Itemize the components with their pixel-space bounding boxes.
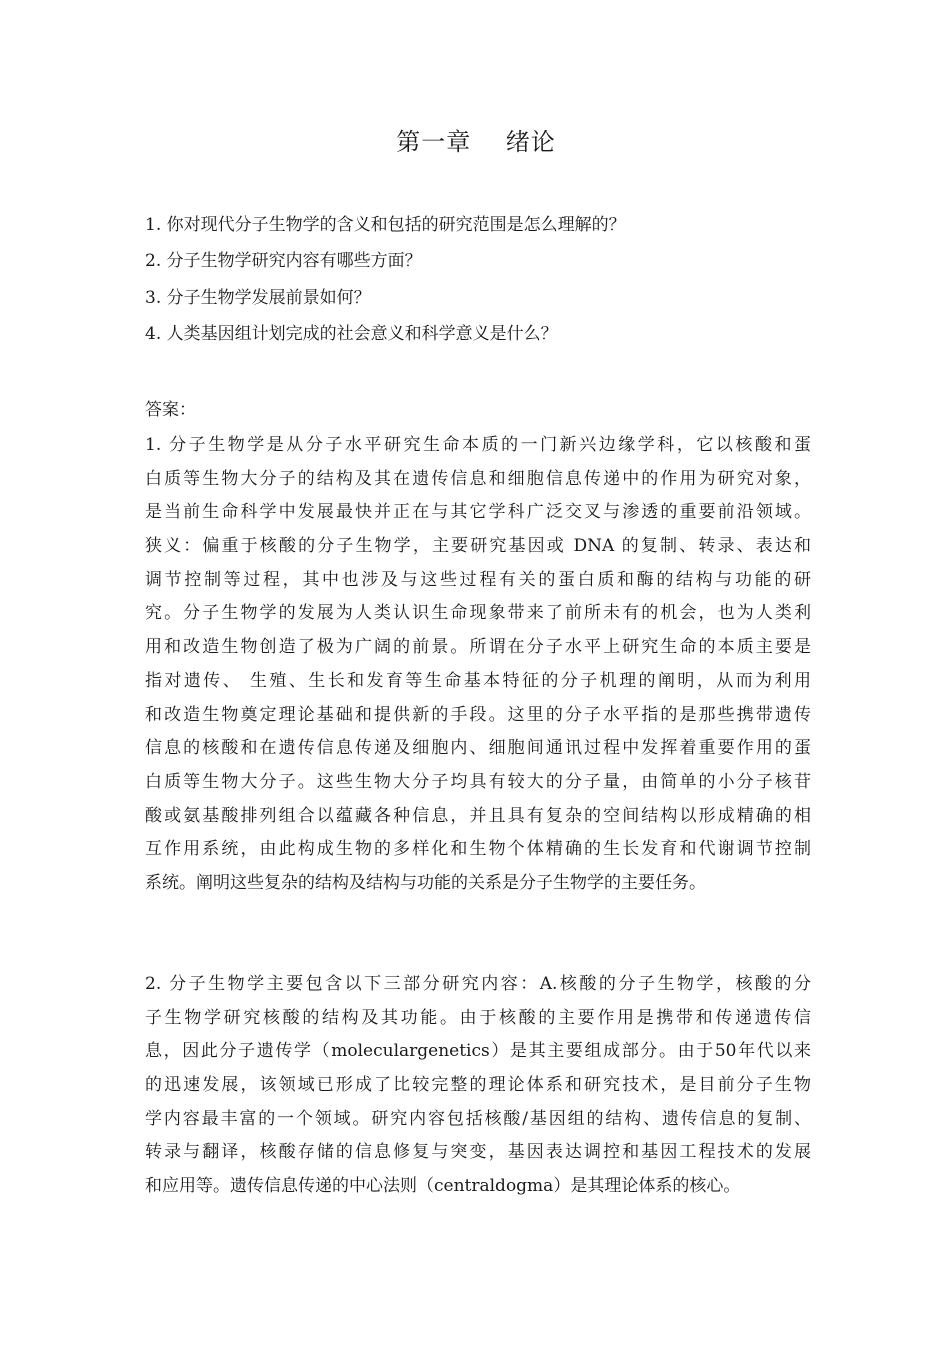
answer-line: 调节控制等过程，其中也涉及与这些过程有关的蛋白质和酶的结构与功能的研	[145, 569, 811, 590]
answer-line: 究。分子生物学的发展为人类认识生命现象带来了前所未有的机会，也为人类利	[145, 603, 811, 624]
answer-1-paragraph	[145, 429, 811, 901]
answer-line: 狭义：偏重于核酸的分子生物学，主要研究基因或 DNA 的复制、转录、表达和	[145, 536, 811, 557]
chapter-title: 第一章 绪论	[396, 128, 556, 156]
answers-heading: 答案：	[145, 400, 196, 420]
answer-2-paragraph	[145, 968, 811, 1204]
answer-line: 白质等生物大分子。这些生物大分子均具有较大的分子量，由简单的小分子核苷	[145, 771, 811, 792]
answer-line: 白质等生物大分子的结构及其在遗传信息和细胞信息传递中的作用为研究对象，	[145, 468, 811, 489]
answer-line: 学内容最丰富的一个领域。研究内容包括核酸/基因组的结构、遗传信息的复制、	[145, 1108, 811, 1129]
question-item: 4. 人类基因组计划完成的社会意义和科学意义是什么？	[145, 323, 558, 344]
answer-line: 和应用等。遗传信息传递的中心法则（centraldogma）是其理论体系的核心。	[145, 1176, 741, 1197]
answer-line: 是当前生命科学中发展最快并正在与其它学科广泛交叉与渗透的重要前沿领域。	[145, 502, 811, 523]
answer-line: 2. 分子生物学主要包含以下三部分研究内容：A.核酸的分子生物学，核酸的分	[145, 974, 811, 994]
answer-line: 子生物学研究核酸的结构及其功能。由于核酸的主要作用是携带和传递遗传信	[145, 1007, 811, 1028]
answer-line: 系统。阐明这些复杂的结构及结构与功能的关系是分子生物学的主要任务。	[145, 872, 706, 893]
question-item: 3. 分子生物学发展前景如何？	[145, 287, 371, 308]
answer-line: 互作用系统，由此构成生物的多样化和生物个体精确的生长发育和代谢调节控制	[145, 839, 811, 860]
question-item: 1. 你对现代分子生物学的含义和包括的研究范围是怎么理解的？	[145, 215, 626, 235]
answer-line: 和改造生物奠定理论基础和提供新的手段。这里的分子水平指的是那些携带遗传	[145, 704, 811, 725]
answer-line: 信息的核酸和在遗传信息传递及细胞内、细胞间通讯过程中发挥着重要作用的蛋	[145, 738, 811, 759]
answer-line: 息，因此分子遗传学（moleculargenetics）是其主要组成部分。由于50年代以来	[145, 1041, 811, 1062]
answer-line: 的迅速发展，该领域已形成了比较完整的理论体系和研究技术，是目前分子生物	[145, 1075, 811, 1096]
answer-line: 用和改造生物创造了极为广阔的前景。所谓在分子水平上研究生命的本质主要是	[145, 637, 811, 658]
question-list	[145, 207, 825, 352]
answer-line: 酸或氨基酸排列组合以蕴藏各种信息，并且具有复杂的空间结构以形成精确的相	[145, 805, 811, 826]
question-item: 2. 分子生物学研究内容有哪些方面？	[145, 251, 422, 272]
answer-line: 1. 分子生物学是从分子水平研究生命本质的一门新兴边缘学科，它以核酸和蛋	[145, 435, 811, 455]
answer-line: 转录与翻译，核酸存储的信息修复与突变，基因表达调控和基因工程技术的发展	[145, 1142, 811, 1163]
answer-line: 指对遗传、 生殖、生长和发育等生命基本特征的分子机理的阐明，从而为利用	[145, 670, 811, 691]
